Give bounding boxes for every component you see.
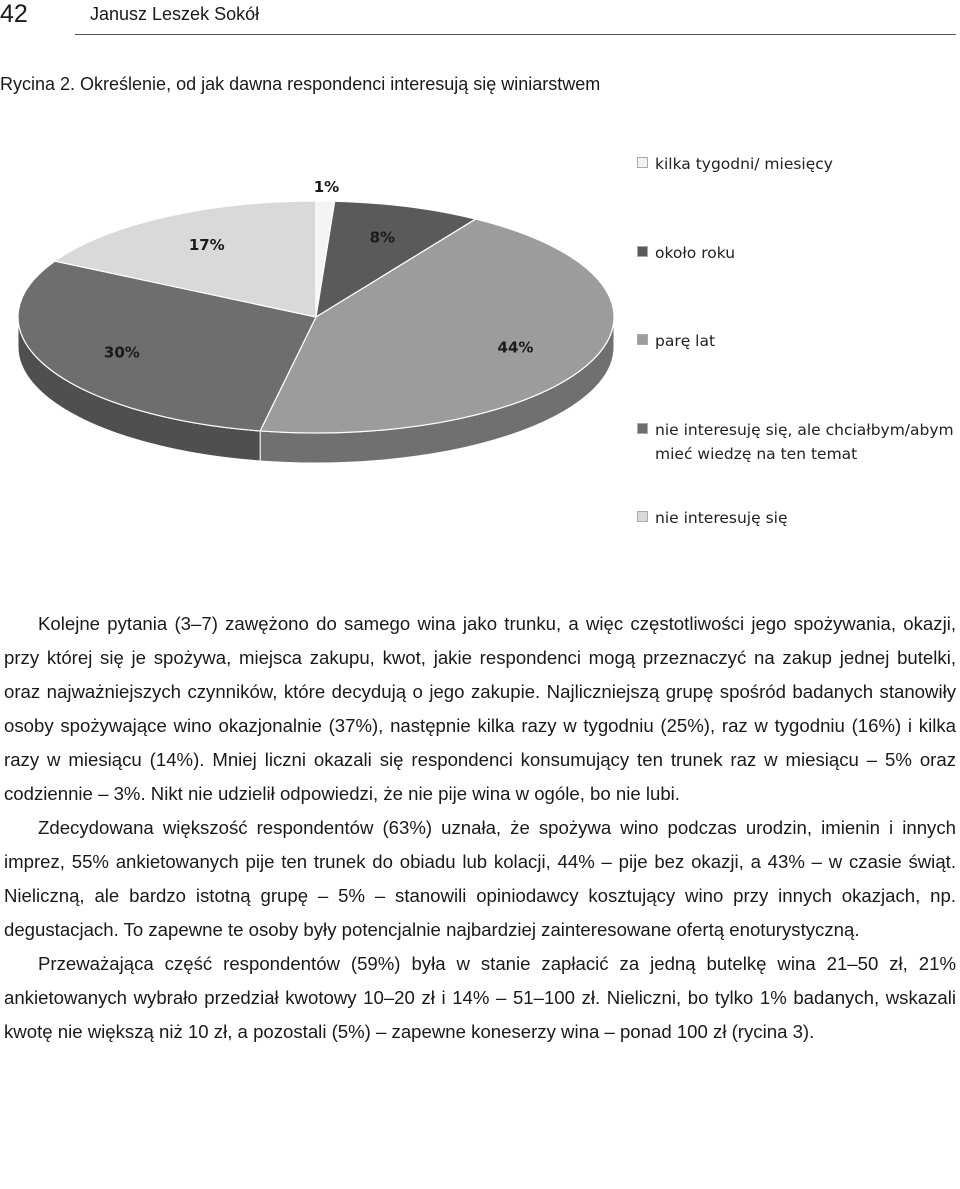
- legend-swatch-would-like: [637, 423, 648, 434]
- figure-caption: Rycina 2. Określenie, od jak dawna respondenci interesują się winiarstwem: [0, 74, 601, 94]
- body-paragraph: Przeważająca część respondentów (59%) była w stanie zapłacić za jedną butelkę wina 21–50 zł, 21% ankietowanych wybrało przedział kwotowy 10–20 zł i 14% – 51–100 zł. Nieliczni, bo tylko 1% badanych, wskazali kwotę nie większą niż 10 zł, a pozostali (5%) – zapewne koneserzy wina – ponad 100 zł (rycina 3).: [4, 953, 956, 1042]
- pie-chart-svg: [0, 120, 630, 590]
- body-paragraph: Kolejne pytania (3–7) zawężono do samego wina jako trunku, a więc częstotliwości jego spożywania, okazji, przy której się je spożywa, miejsca zakupu, kwot, jakie respondenci mogą przeznaczyć na zakup jednej butelki, oraz najważniejszych czynników, które decydują o jego zakupie. Najliczniejszą grupę spośród badanych stanowiły osoby spożywające wino okazjonalnie (37%), następnie kilka razy w tygodniu (25%), raz w tygodniu (16%) i kilka razy w miesiącu (14%). Mniej liczni okazali się respondenci konsumujący ten trunek raz w miesiącu – 5% oraz codziennie – 3%. Nikt nie udzielił odpowiedzi, że nie pije wina w ogóle, bo nie lubi.: [4, 613, 956, 804]
- legend-swatch-weeks: [637, 157, 648, 168]
- page-header: [0, 0, 960, 36]
- pie-data-label: 1%: [313, 178, 340, 197]
- pie-data-label: 30%: [103, 343, 140, 362]
- body-text: [4, 607, 956, 1049]
- header-rule: [75, 34, 956, 35]
- legend-swatch-year: [637, 246, 648, 257]
- pie-data-label: 44%: [497, 338, 534, 357]
- body-paragraph: Zdecydowana większość respondentów (63%) uznała, że spożywa wino podczas urodzin, imienin i innych imprez, 55% ankietowanych pije ten trunek do obiadu lub kolacji, 44% – pije bez okazji, a 43% – w czasie świąt. Nieliczną, ale bardzo istotną grupę – 5% – stanowili opiniodawcy kosztujący wino przy innych okazjach, np. degustacjach. To zapewne te osoby były potencjalnie najbardziej zainteresowane ofertą enoturystyczną.: [4, 817, 956, 940]
- legend-swatch-few-years: [637, 334, 648, 345]
- page-number: 42: [0, 0, 28, 28]
- pie-data-label: 8%: [369, 228, 396, 247]
- pie-chart: [0, 120, 960, 590]
- pie-data-label: 17%: [188, 236, 225, 255]
- legend-swatch-not-interested: [637, 511, 648, 522]
- legend-label-would-like: nie interesuję się, ale chciałbym/abym mieć wiedzę na ten temat: [655, 421, 954, 463]
- legend-label-weeks: kilka tygodni/ miesięcy: [655, 155, 833, 173]
- legend-label-year: około roku: [655, 244, 736, 262]
- running-head-author: Janusz Leszek Sokół: [90, 4, 260, 24]
- legend-label-not-interested: nie interesuję się: [655, 509, 788, 527]
- legend-label-few-years: parę lat: [655, 332, 716, 350]
